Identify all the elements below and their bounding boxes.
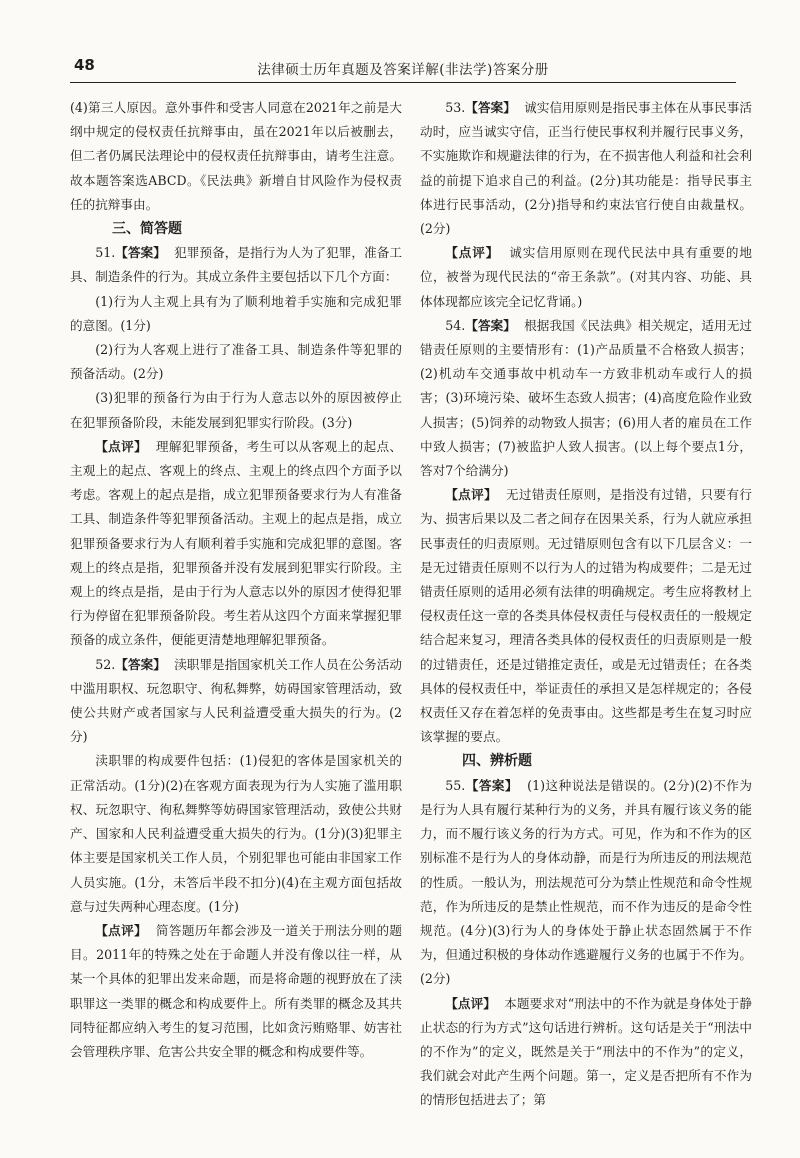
q51-item-2: (2)行为人客观上进行了准备工具、制造条件等犯罪的预备活动。(2分) xyxy=(70,342,402,382)
q54-comment-text: 无过错责任原则，是指没有过错，只要有行为、损害后果以及二者之间存在因果关系，行为人就应承担民事责任的归责原则。无过错原则包含有以下几层含义：一是无过错责任原则不以行为人的过错为构成要件；二是无过错责任原则的适用必须有法律的明确规定。考生应将教材上侵权责任这一章的各类具体侵权责任与侵权责任的一般规定结合起来复习，理清各类具体的侵权责任的归责原则是一般的过错责任，还是过错推定责任，或是无过错责任；在各类具体的侵权责任中，举证责任的承担又是怎样规定的；各侵权责任又存在着怎样的免责事由。这些都是考生在复习时应该掌握的要点。 xyxy=(420,487,753,745)
right-column xyxy=(420,96,752,1113)
q54-number: 54. xyxy=(445,317,466,333)
q53-answer-text: 诚实信用原则是指民事主体在从事民事活动时，应当诚实守信，正当行使民事权利并履行民事义务，不实施欺诈和规避法律的行为，在不损害他人利益和社会利益的前提下追求自己的利益。(2分)其功能是：指导民事主体进行民事活动，(2分)指导和约束法官行使自由裁量权。(2分) xyxy=(420,100,753,237)
section-heading-short-answer: 三、简答题 xyxy=(112,221,182,238)
page-header xyxy=(70,52,736,83)
q51-answer xyxy=(70,241,402,289)
q51-number: 51. xyxy=(95,245,116,261)
q52-comment-tag: 【点评】 xyxy=(95,922,148,938)
q54-answer-tag: 【答案】 xyxy=(465,317,516,333)
q55-answer xyxy=(420,774,752,992)
running-title: 法律硕士历年真题及答案详解(非法学)答案分册 xyxy=(257,62,549,78)
section-heading-discrimination: 四、辨析题 xyxy=(462,753,532,770)
q52-elements: 渎职罪的构成要件包括：(1)侵犯的客体是国家机关的正常活动。(1分)(2)在客观方面表现为行为人实施了滥用职权、玩忽职守、徇私舞弊等妨碍国家管理活动，致使公共财产、国家和人民利益遭受重大损失的行为。(1分)(3)犯罪主体主要是国家机关工作人员，个别犯罪也可能由非国家工作人员实施。(1分，未答后半段不扣分)(4)在主观方面包括故意与过失两种心理态度。(1分) xyxy=(70,753,402,914)
q55-comment-text: 本题要求对“刑法中的不作为就是身体处于静止状态的行为方式”这句话进行辨析。这句话是关于“刑法中的不作为”的定义，既然是关于“刑法中的不作为”的定义，我们就会对此产生两个问题。第一，定义是否把所有不作为的情形包括进去了；第 xyxy=(420,995,752,1108)
q51-comment xyxy=(70,435,402,653)
q55-answer-text: (1)这种说法是错误的。(2分)(2)不作为是行为人具有履行某种行为的义务，并具有履行该义务的能力，而不履行该义务的行为方式。可见，作为和不作为的区别标准不是行为人的身体动静，而是行为所违反的刑法规范的性质。一般认为，刑法规范可分为禁止性规范和命令性规范，作为所违反的是禁止性规范，而不作为违反的是命令性规范。(4分)(3)行为人的身体处于静止状态固然属于不作为，但通过积极的身体动作逃避履行义务的也属于不作为。(2分) xyxy=(420,777,753,987)
q54-answer xyxy=(420,314,752,483)
left-column xyxy=(70,96,402,1064)
continued-paragraph: (4)第三人原因。意外事件和受害人同意在2021年之前是大纲中规定的侵权责任抗辩事由，虽在2021年以后被删去，但二者仍属民法理论中的侵权责任抗辩事由，请考生注意。故本题答案选ABCD。《民法典》新增自甘风险作为侵权责任的抗辩事由。 xyxy=(70,100,402,212)
q55-answer-tag: 【答案】 xyxy=(465,777,519,793)
q52-comment xyxy=(70,919,402,1064)
q53-comment-text: 诚实信用原则在现代民法中具有重要的地位，被誉为现代民法的“帝王条款”。(对其内容、功能、具体体现都应该完全记忆背诵。) xyxy=(420,245,753,309)
q51-comment-tag: 【点评】 xyxy=(95,438,148,454)
q53-answer xyxy=(420,96,752,241)
q54-comment xyxy=(420,483,752,749)
q52-answer xyxy=(70,653,402,750)
q51-item-1: (1)行为人主观上具有为了顺利地着手实施和完成犯罪的意图。(1分) xyxy=(70,293,402,333)
q55-number: 55. xyxy=(445,777,466,793)
q53-number: 53. xyxy=(445,100,466,115)
q51-answer-tag: 【答案】 xyxy=(115,245,166,261)
page-number: 48 xyxy=(74,56,95,74)
q52-answer-tag: 【答案】 xyxy=(115,656,166,672)
q54-comment-tag: 【点评】 xyxy=(445,487,498,503)
q51-comment-text: 理解犯罪预备，考生可以从客观上的起点、主观上的起点、客观上的终点、主观上的终点四个方面予以考虑。客观上的起点是指，成立犯罪预备要求行为人有准备工具、制造条件等犯罪预备活动。主观上的起点是指，成立犯罪预备要求行为人有顺利着手实施和完成犯罪的意图。客观上的终点是指，犯罪预备并没有发展到犯罪实行阶段。主观上的终点是指，是由于行为人意志以外的原因才使得犯罪行为停留在犯罪预备阶段。考生若从这四个方面来掌握犯罪预备的成立条件，便能更清楚地理解犯罪预备。 xyxy=(70,438,403,648)
q55-comment-tag: 【点评】 xyxy=(445,995,496,1011)
q54-answer-text: 根据我国《民法典》相关规定，适用无过错责任原则的主要情形有：(1)产品质量不合格致人损害；(2)机动车交通事故中机动车一方致非机动车或行人的损害；(3)环境污染、破坏生态致人损害；(4)高度危险作业致人损害；(5)饲养的动物致人损害；(6)用人者的雇员在工作中致人损害；(7)被监护人致人损害。(以上每个要点1分，答对7个给满分) xyxy=(420,317,753,479)
q53-answer-tag: 【答案】 xyxy=(465,100,516,115)
q53-comment xyxy=(420,241,752,314)
q55-comment xyxy=(420,992,752,1113)
q52-answer-text: 渎职罪是指国家机关工作人员在公务活动中滥用职权、玩忽职守、徇私舞弊，妨碍国家管理活动，致使公共财产或者国家与人民利益遭受重大损失的行为。(2分) xyxy=(70,656,403,745)
q52-number: 52. xyxy=(95,656,116,672)
q51-item-3: (3)犯罪的预备行为由于行为人意志以外的原因被停止在犯罪预备阶段，未能发展到犯罪实行阶段。(3分) xyxy=(70,390,402,430)
q52-comment-text: 简答题历年都会涉及一道关于刑法分则的题目。2011年的特殊之处在于命题人并没有像以往一样，从某一个具体的犯罪出发来命题，而是将命题的视野放在了渎职罪这一类罪的概念和构成要件上。所有类罪的概念及其共同特征都应纳入考生的复习范围，比如贪污贿赂罪、妨害社会管理秩序罪、危害公共安全罪的概念和构成要件等。 xyxy=(70,922,403,1059)
q53-comment-tag: 【点评】 xyxy=(445,245,500,261)
q51-answer-text: 犯罪预备，是指行为人为了犯罪，准备工具、制造条件的行为。其成立条件主要包括以下几个方面： xyxy=(70,245,403,285)
